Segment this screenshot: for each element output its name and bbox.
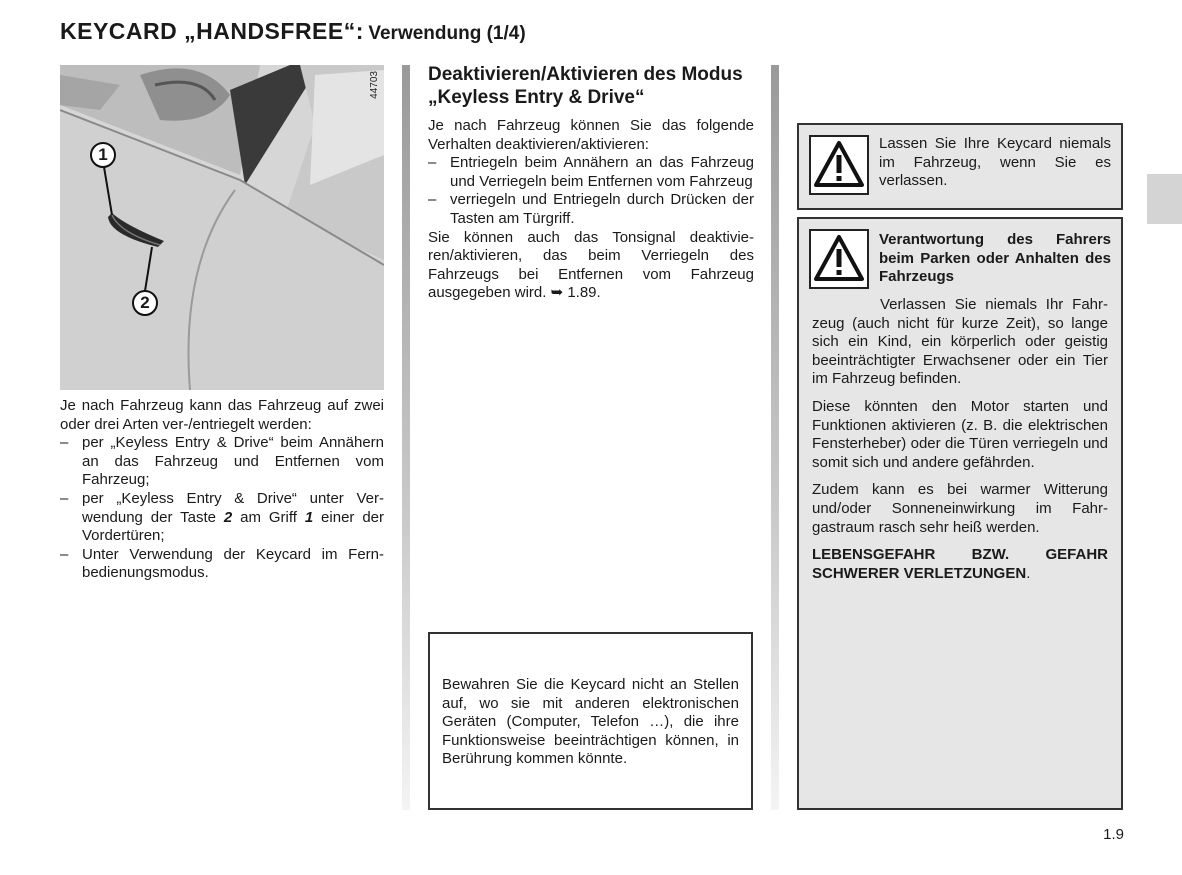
warning-triangle-icon — [809, 135, 869, 195]
warning-paragraph: Zudem kann es bei warmer Witterung und/oder Sonneneinwirkung im Fahrgastraum rasch sehr heiß werden. — [812, 481, 1108, 536]
page-title — [60, 18, 526, 45]
list-item — [60, 434, 384, 490]
dash: – — [60, 434, 69, 452]
list-item — [60, 490, 384, 546]
list-item — [60, 546, 384, 583]
middle-body: Sie können auch das Tonsignal deaktivieren/aktivieren, das beim Verriegeln des Fahrzeugs bei Entfernen vom Fahrzeug ausgegeben wird. ➥ 1.89. — [428, 228, 754, 302]
door-handle-illustration — [60, 65, 384, 390]
section-heading: Deaktivieren/Aktivieren des Modus „Keyless Entry & Drive“ — [428, 64, 743, 108]
dash: – — [60, 489, 69, 507]
warning-text: Lassen Sie Ihre Keycard niemals im Fahrzeug, wenn Sie es verlassen. — [879, 135, 1111, 190]
danger-notice — [812, 546, 1108, 583]
list-item-text: Entriegeln beim Annähern an das Fahrzeug und Verriegeln beim Entfernen vom Fahrzeug — [450, 154, 754, 190]
list-item-text: verriegeln und Entriegeln durch Drücken der Tasten am Türgriff. — [450, 191, 754, 227]
warning-body — [812, 296, 1108, 592]
button-number: 2 — [223, 508, 233, 526]
note-box — [428, 632, 753, 810]
left-column-text — [60, 397, 384, 583]
figure-number: 44703 — [369, 71, 380, 99]
middle-column-text — [428, 117, 754, 303]
warning-heading: Verantwortung des Fahrers beim Parken oder Anhalten des Fahrzeugs — [879, 231, 1111, 286]
list-item — [428, 191, 754, 228]
warning-paragraph: Verlassen Sie niemals Ihr Fahrzeug (auch nicht für kurze Zeit), so lange sich ein Kind, ein körperlich oder geistig beeinträchtigter Erwachsener oder ein Tier im Fahrzeug befinden. — [812, 296, 1108, 388]
handle-number: 1 — [304, 508, 314, 526]
list-item-text: per „Keyless Entry & Drive“ unter Verwendung der Taste — [82, 489, 384, 526]
danger-end: . — [1026, 564, 1031, 582]
list-item-text: per „Keyless Entry & Drive“ beim Annähern an das Fahrzeug und Entfernen vom Fahrzeug; — [82, 434, 384, 489]
callout-1: 1 — [90, 142, 116, 168]
dash: – — [428, 154, 437, 172]
list-item — [428, 154, 754, 191]
note-text: Bewahren Sie die Keycard nicht an Stellen auf, wo sie mit anderen elektronischen Geräten (Computer, Telefon …), die ihre Funktionsweise beeinträchtigen können, in Berührung kommen könnte. — [442, 676, 739, 768]
warning-box-driver-responsibility — [797, 217, 1123, 810]
warning-box-keycard — [797, 123, 1123, 210]
dash: – — [60, 545, 69, 563]
list-item-text-mid: am Griff — [232, 508, 305, 526]
page-title-sub: Verwendung (1/4) — [368, 23, 526, 44]
danger-text: LEBENSGEFAHR BZW. GEFAHR SCHWERER VERLETZUNGEN — [812, 546, 1108, 582]
chapter-tab-marker — [1147, 174, 1182, 224]
callout-2: 2 — [132, 290, 158, 316]
list-item-text-end: einer der Vordertüren; — [82, 508, 384, 545]
middle-intro: Je nach Fahrzeug können Sie das folgende Verhalten deaktivieren/aktivieren: — [428, 117, 754, 153]
warning-triangle-icon — [809, 229, 869, 289]
page-number: 1.9 — [1103, 826, 1124, 843]
dash: – — [428, 191, 437, 209]
car-door-drawing — [60, 65, 384, 390]
page-title-main: KEYCARD „HANDSFREE“: — [60, 18, 364, 44]
column-divider — [771, 65, 779, 810]
left-intro: Je nach Fahrzeug kann das Fahrzeug auf zwei oder drei Arten ver-/entriegelt werden: — [60, 397, 384, 433]
warning-paragraph: Diese könnten den Motor starten und Funktionen aktivieren (z. B. die elektrischen Fensterheber) oder die Türen verriegeln und somit sich und andere gefährden. — [812, 397, 1108, 471]
column-divider — [402, 65, 410, 810]
list-item-text: Unter Verwendung der Keycard im Fernbedienungsmodus. — [82, 545, 384, 582]
